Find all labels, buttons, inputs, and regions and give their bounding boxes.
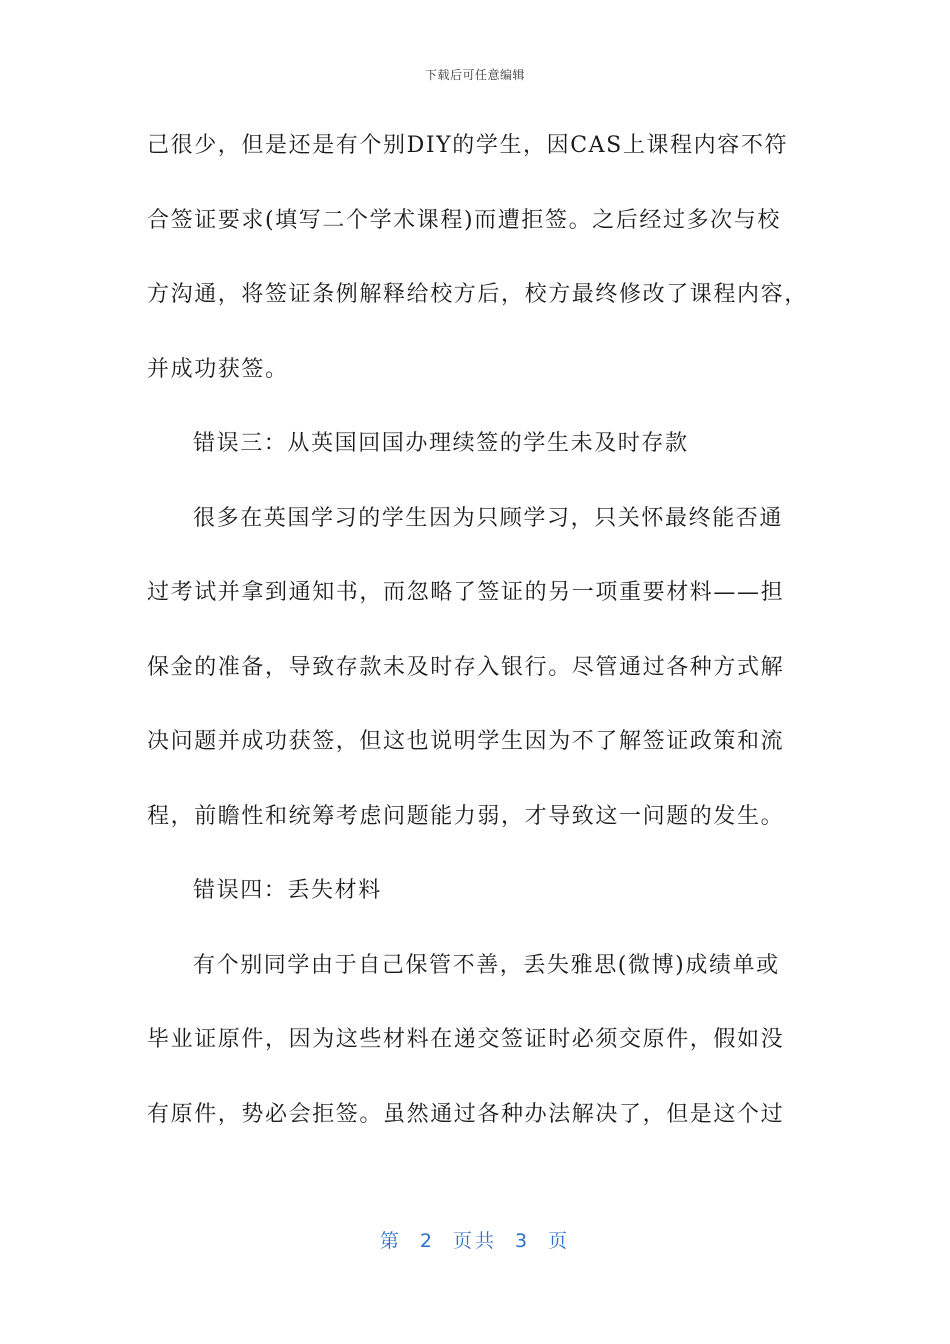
text-line-13: 毕业证原件，因为这些材料在递交签证时必须交原件，假如没 <box>147 1027 785 1052</box>
text-line-7: 过考试并拿到通知书，而忽略了签证的另一项重要材料——担 <box>147 580 785 605</box>
text-line-2: 合签证要求(填写二个学术课程)而遭拒签。之后经过多次与校 <box>147 207 781 233</box>
footer-middle: 页共 <box>452 1230 497 1252</box>
text-line-3: 方沟通，将签证条例解释给校方后，校方最终修改了课程内容， <box>147 282 808 307</box>
footer-suffix: 页 <box>548 1230 571 1252</box>
text-line-4: 并成功获签。 <box>147 356 289 382</box>
text-line-6: 很多在英国学习的学生因为只顾学习，只关怀最终能否通 <box>193 505 784 531</box>
page-header: 下载后可任意编辑 <box>424 68 525 82</box>
text-line-12: 有个别同学由于自己保管不善，丢失雅思(微博)成绩单或 <box>193 952 780 978</box>
total-pages-number: 3 <box>515 1230 531 1252</box>
footer-prefix: 第 <box>379 1230 402 1252</box>
section-heading-error-three: 错误三：从英国回国办理续签的学生未及时存款 <box>193 431 689 456</box>
current-page-number: 2 <box>419 1230 435 1252</box>
text-line-9: 决问题并成功获签，但这也说明学生因为不了解签证政策和流 <box>147 729 785 754</box>
section-heading-error-four: 错误四：丢失材料 <box>193 878 382 903</box>
text-line-10: 程，前瞻性和统筹考虑问题能力弱，才导致这一问题的发生。 <box>147 803 785 829</box>
text-line-14: 有原件，势必会拒签。虽然通过各种办法解决了，但是这个过 <box>147 1101 785 1127</box>
page-footer <box>0 1226 950 1253</box>
text-line-1: 己很少，但是还是有个别DIY的学生，因CAS上课程内容不符 <box>147 133 789 158</box>
text-line-8: 保金的准备，导致存款未及时存入银行。尽管通过各种方式解 <box>147 654 785 680</box>
document-body <box>147 127 807 1170</box>
